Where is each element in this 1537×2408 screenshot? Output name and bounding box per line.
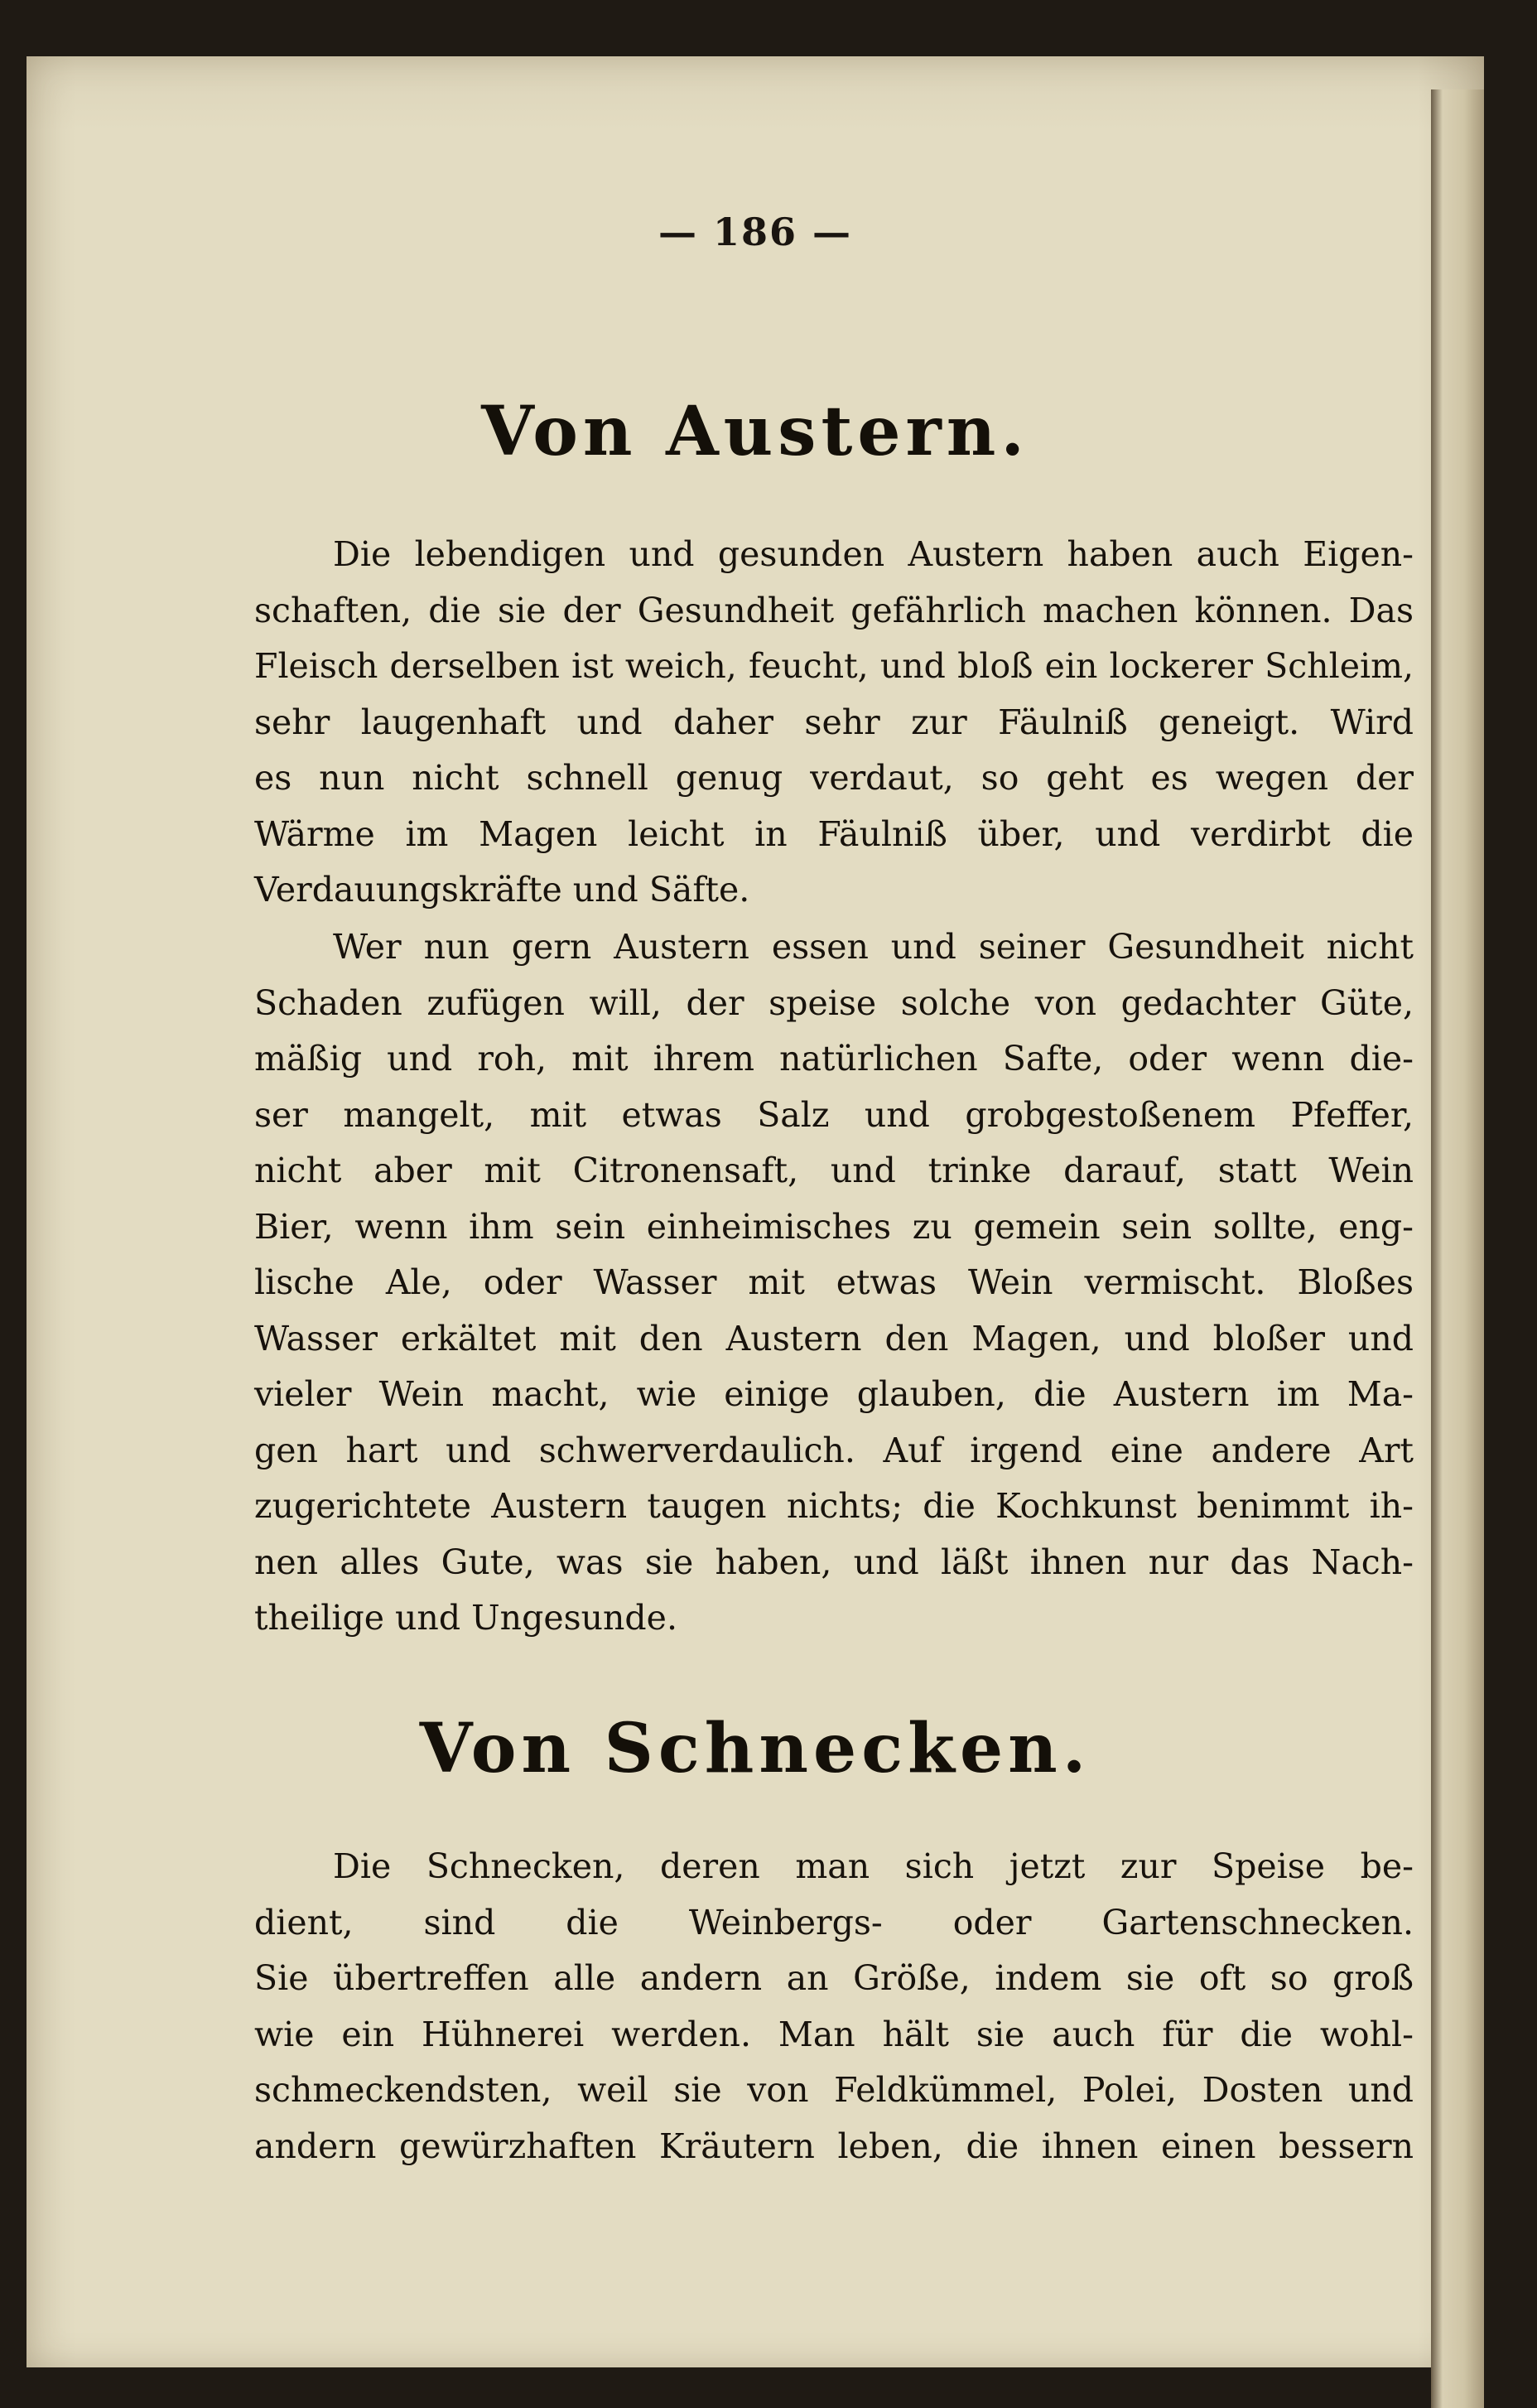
text-line: Wer nun gern Austern essen und seiner Gesundheit nicht (333, 927, 1414, 967)
text-line: Wasser erkältet mit den Austern den Magen, und bloßer und (254, 1318, 1414, 1358)
paragraph (254, 919, 1414, 1647)
text-line: theilige und Ungesunde. (254, 1598, 677, 1638)
text-line: lische Ale, oder Wasser mit etwas Wein vermischt. Bloßes (254, 1262, 1414, 1302)
page-number: — 186 — (658, 210, 853, 254)
text-line: andern gewürzhaften Kräutern leben, die ihnen einen bessern (254, 2126, 1414, 2166)
text-line: schaften, die sie der Gesundheit gefährlich machen können. Das (254, 590, 1414, 630)
book-page (26, 56, 1484, 2367)
paragraph (254, 1839, 1414, 2174)
text-line: zugerichtete Austern taugen nichts; die Kochkunst benimmt ih- (254, 1486, 1414, 1526)
text-line: Fleisch derselben ist weich, feucht, und bloß ein lockerer Schleim, (254, 646, 1414, 686)
text-line: Die lebendigen und gesunden Austern haben auch Eigen- (333, 534, 1414, 574)
text-line: Wärme im Magen leicht in Fäulniß über, und verdirbt die (254, 813, 1414, 854)
paragraph (254, 527, 1414, 919)
text-line: sehr laugenhaft und daher sehr zur Fäulniß geneigt. Wird (254, 702, 1414, 742)
text-line: gen hart und schwerverdaulich. Auf irgend eine andere Art (254, 1430, 1414, 1470)
text-line: Verdauungskräfte und Säfte. (254, 870, 750, 910)
section-heading: Von Schnecken. (419, 1709, 1091, 1788)
text-line: Die Schnecken, deren man sich jetzt zur Speise be- (333, 1846, 1414, 1886)
text-line: nen alles Gute, was sie haben, und läßt ihnen nur das Nach- (254, 1542, 1414, 1582)
text-line: nicht aber mit Citronensaft, und trinke darauf, statt Wein (254, 1151, 1414, 1190)
section-heading: Von Austern. (481, 392, 1029, 471)
text-line: schmeckendsten, weil sie von Feldkümmel, Polei, Dosten und (254, 2070, 1414, 2110)
text-line: ser mangelt, mit etwas Salz und grobgestoßenem Pfeffer, (254, 1094, 1414, 1135)
adjacent-page-edge (1431, 89, 1484, 2408)
text-line: Sie übertreffen alle andern an Größe, indem sie oft so groß (254, 1958, 1414, 1998)
text-line: vieler Wein macht, wie einige glauben, die Austern im Ma- (254, 1374, 1414, 1414)
text-line: wie ein Hühnerei werden. Man hält sie auch für die wohl- (254, 2014, 1414, 2054)
text-line: dient, sind die Weinbergs- oder Gartenschnecken. (254, 1902, 1414, 1942)
text-line: Schaden zufügen will, der speise solche von gedachter Güte, (254, 982, 1414, 1023)
text-line: Bier, wenn ihm sein einheimisches zu gemein sein sollte, eng- (254, 1206, 1414, 1247)
text-line: es nun nicht schnell genug verdaut, so geht es wegen der (254, 758, 1414, 798)
text-line: mäßig und roh, mit ihrem natürlichen Safte, oder wenn die- (254, 1039, 1414, 1079)
